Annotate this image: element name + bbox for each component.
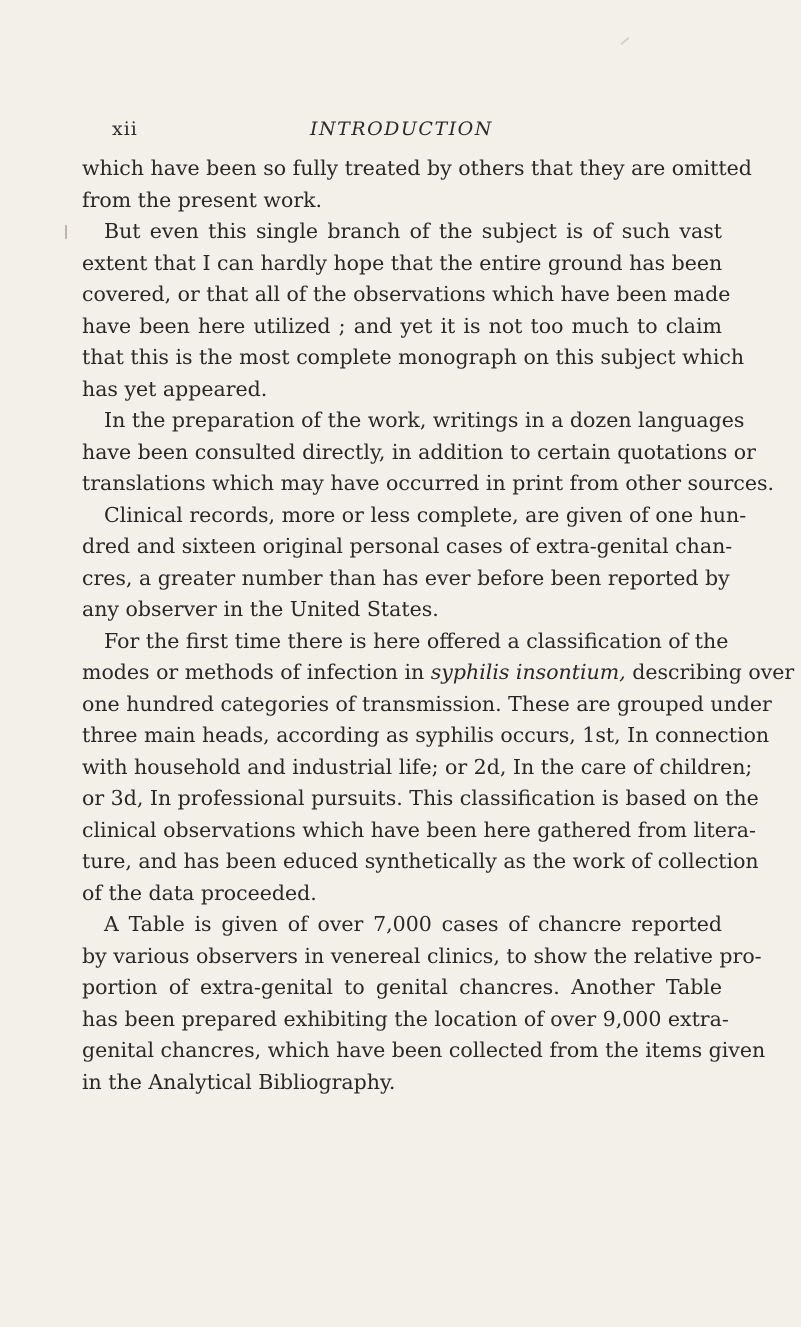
running-head (112, 118, 712, 146)
italic-term: syphilis insontium, (430, 660, 626, 684)
text-line: which have been so fully treated by others that they are omitted (82, 156, 752, 180)
text-line: that this is the most complete monograph on this subject which (82, 345, 745, 369)
text-line: translations which may have occurred in print from other sources. (82, 471, 775, 495)
text-line: have been consulted directly, in addition to certain quotations or (82, 439, 756, 464)
text-line: covered, or that all of the observations which have been made (82, 282, 731, 306)
text-line: cres, a greater number than has ever before been reported by (82, 565, 730, 590)
text-line: three main heads, according as syphilis occurs, 1st, In connection (82, 723, 770, 747)
text-line: with household and industrial life; or 2d, In the care of children; (82, 754, 753, 779)
text-line: has yet appeared. (82, 376, 268, 401)
text-line: For the first time there is here offered a classification of the (104, 628, 729, 653)
paper-blemish (621, 37, 630, 45)
text-line: ture, and has been educed synthetically as the work of collection (82, 849, 759, 873)
text-line: dred and sixteen original personal cases of extra-genital chan- (82, 534, 733, 558)
text-line: clinical observations which have been here gathered from litera- (82, 817, 756, 842)
body-text (82, 153, 795, 1098)
text-line: of the data proceeded. (82, 880, 317, 905)
text-segment: modes or methods of infection in (82, 660, 431, 684)
text-line: But even this single branch of the subject is of such vast (104, 219, 722, 243)
text-line: have been here utilized ; and yet it is not too much to claim (82, 313, 722, 338)
text-line: extent that I can hardly hope that the entire ground has been (82, 250, 723, 275)
text-line: genital chancres, which have been collected from the items given (82, 1038, 766, 1062)
text-line: Clinical records, more or less complete, are given of one hun- (104, 502, 747, 527)
text-line: or 3d, In professional pursuits. This classification is based on the (82, 786, 759, 810)
text-line: A Table is given of over 7,000 cases of chancre reported (104, 912, 722, 936)
text-line: from the present work. (82, 187, 323, 212)
page-number: xii (112, 118, 138, 140)
text-line: any observer in the United States. (82, 597, 439, 621)
text-segment: describing over (625, 660, 795, 684)
text-line: In the preparation of the work, writings in a dozen languages (104, 408, 745, 432)
text-line: one hundred categories of transmission. These are grouped under (82, 691, 772, 716)
text-line: by various observers in venereal clinics, to show the relative pro- (82, 943, 762, 968)
text-line: portion of extra-genital to genital chancres. Another Table (82, 975, 722, 999)
text-line-with-italic (82, 657, 795, 689)
text-line: has been prepared exhibiting the location of over 9,000 extra- (82, 1006, 729, 1031)
margin-mark (65, 225, 67, 239)
text-line: in the Analytical Bibliography. (82, 1069, 396, 1094)
running-title: INTRODUCTION (310, 118, 493, 140)
